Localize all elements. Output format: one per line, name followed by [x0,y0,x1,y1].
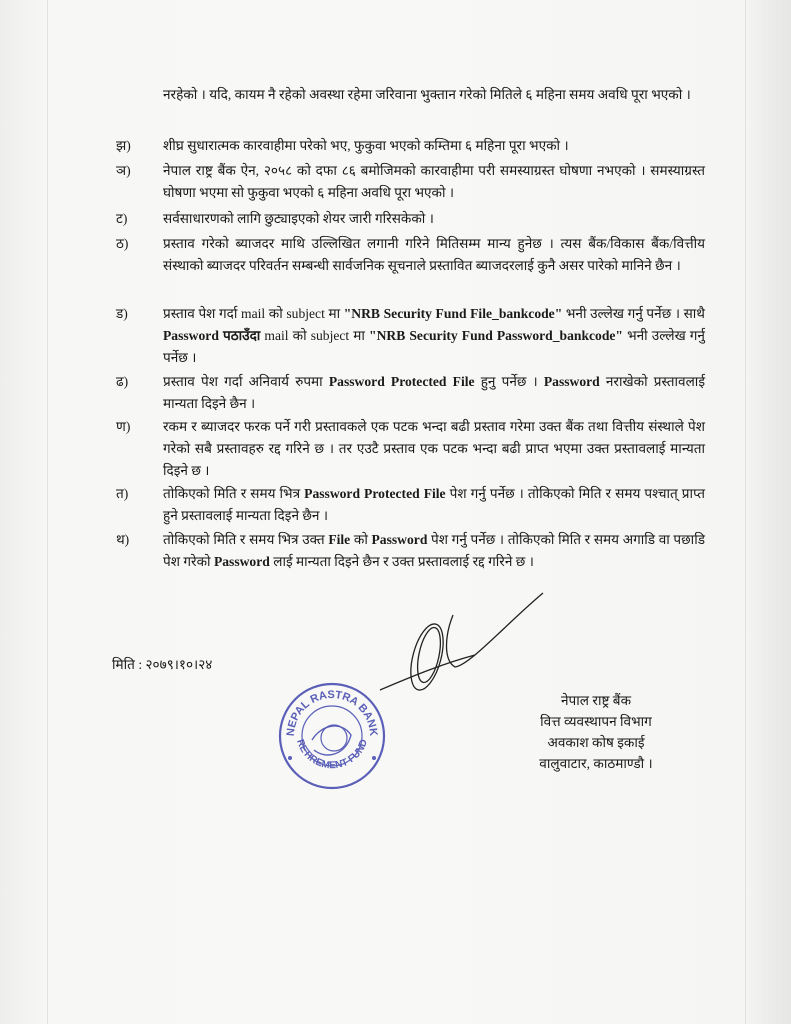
text-segment: प्रस्ताव पेश गर्दा अनिवार्य रुपमा [163,374,329,389]
office-line: वित्त व्यवस्थापन विभाग [540,714,652,729]
clause-label: थ) [116,532,130,547]
text-segment: भनी उल्लेख गर्नु पर्नेछ । साथै [562,306,705,321]
bold-text-segment: "NRB Security Fund File_bankcode" [343,306,563,321]
clause-label: ण) [116,419,131,434]
scan-fold-line [47,0,48,1024]
signature [375,585,555,700]
issuing-office [510,690,682,774]
stamp-top-text: NEPAL RASTRA BANK [284,688,380,737]
text-segment: को [350,532,372,547]
clause-label: ड) [116,306,128,321]
clause-text [163,208,705,230]
bold-text-segment: Password पठाउँदा [163,328,261,343]
clause-label: ञ) [116,163,131,178]
clause-text [163,483,705,527]
bold-text-segment: Password Protected File [328,374,475,389]
office-line: नेपाल राष्ट्र बैंक [560,693,632,708]
clause-text [163,135,705,157]
clause-label: ट) [116,211,128,226]
bold-text-segment: Password [543,374,600,389]
text-segment: भनी उल्लेख गर्नु पर्नेछ । [163,328,705,365]
clause-label: ढ) [116,374,129,389]
retirement-fund-stamp [276,680,388,797]
text-segment: नरहेको । यदि, कायम नै रहेको अवस्था रहेमा जरिवाना भुक्तान गरेको मितिले ६ महिना समय अवधि पूरा भएको । [163,87,691,102]
clause-text [163,529,705,573]
text-segment: तोकिएको मिति र समय भित्र [163,486,305,501]
office-line: वालुवाटार, काठमाण्डौ । [539,756,653,771]
text-segment: प्रस्ताव पेश गर्दा mail को subject मा [163,306,344,321]
text-segment: हुनु पर्नेछ । [474,374,544,389]
bold-text-segment: Password Protected File [304,486,446,501]
text-segment: पेश गर्नु पर्नेछ । तोकिएको मिति र समय अगाडि वा पछाडि पेश गरेको [163,532,705,569]
text-segment: लाई मान्यता दिइने छैन र उक्त प्रस्तावलाई रद्द गरिने छ । [269,554,534,569]
bold-text-segment: Password [371,532,428,547]
clause-text [163,371,705,415]
bold-text-segment: "NRB Security Fund Password_bankcode" [369,328,623,343]
clause-label: त) [116,486,129,501]
text-segment: शीघ्र सुधारात्मक कारवाहीमा परेको भए, फुकुवा भएको कम्तिमा ६ महिना पूरा भएको । [163,138,569,153]
bold-text-segment: File [328,532,351,547]
stamp-bottom-text: RETIREMENT FUND [294,738,370,772]
office-line: अवकाश कोष इकाई [547,735,645,750]
clause-text [163,416,705,482]
clause-text [163,84,705,106]
text-segment: रकम र ब्याजदर फरक पर्ने गरी प्रस्तावकले एक पटक भन्दा बढी प्रस्ताव गरेमा उक्त बैंक तथा वित्तीय संस्थाले पेश गरेको सबै प्रस्तावहरु रद्द गरिने छ । तर एउटै प्रस्ताव एक पटक भन्दा बढी प्राप्त भएमा उक्त प्रस्तावलाई मान्यता दिइने छ । [163,419,705,478]
text-segment: तोकिएको मिति र समय भित्र उक्त [163,532,329,547]
text-segment: पेश गर्नु पर्नेछ । तोकिएको मिति र समय पश्चात् प्राप्त हुने प्रस्तावलाई मान्यता दिइने छैन । [163,486,706,523]
clause-text [163,233,705,277]
bold-text-segment: Password [213,554,270,569]
text-segment: सर्वसाधारणको लागि छुट्याइएको शेयर जारी गरिसकेको । [163,211,434,226]
text-segment: नेपाल राष्ट्र बैंक ऐन, २०५८ को दफा ८६ बमोजिमको कारवाहीमा परी समस्याग्रस्त घोषणा नभएको । समस्याग्रस्त घोषणा भएमा सो फुकुवा भएको ६ महिना अवधि पूरा भएको । [163,163,705,200]
clause-text [163,303,705,369]
text-segment: नराखेको प्रस्तावलाई मान्यता दिइने छैन । [163,374,705,411]
clause-label: झ) [116,138,131,153]
scan-fold-line [745,0,746,1024]
text-segment: mail को subject मा [260,328,370,343]
clause-text [163,160,705,204]
clause-label: ठ) [116,236,129,251]
document-date: मिति : २०७९।१०।२४ [112,657,213,672]
text-segment: प्रस्ताव गरेको ब्याजदर माथि उल्लिखित लगानी गरिने मितिसम्म मान्य हुनेछ । त्यस बैंक/विकास बैंक/वित्तीय संस्थाको ब्याजदर परिवर्तन सम्बन्धी सार्वजनिक सूचनाले प्रस्तावित ब्याजदरलाई कुनै असर पारेको मानिने छैन । [163,236,705,273]
